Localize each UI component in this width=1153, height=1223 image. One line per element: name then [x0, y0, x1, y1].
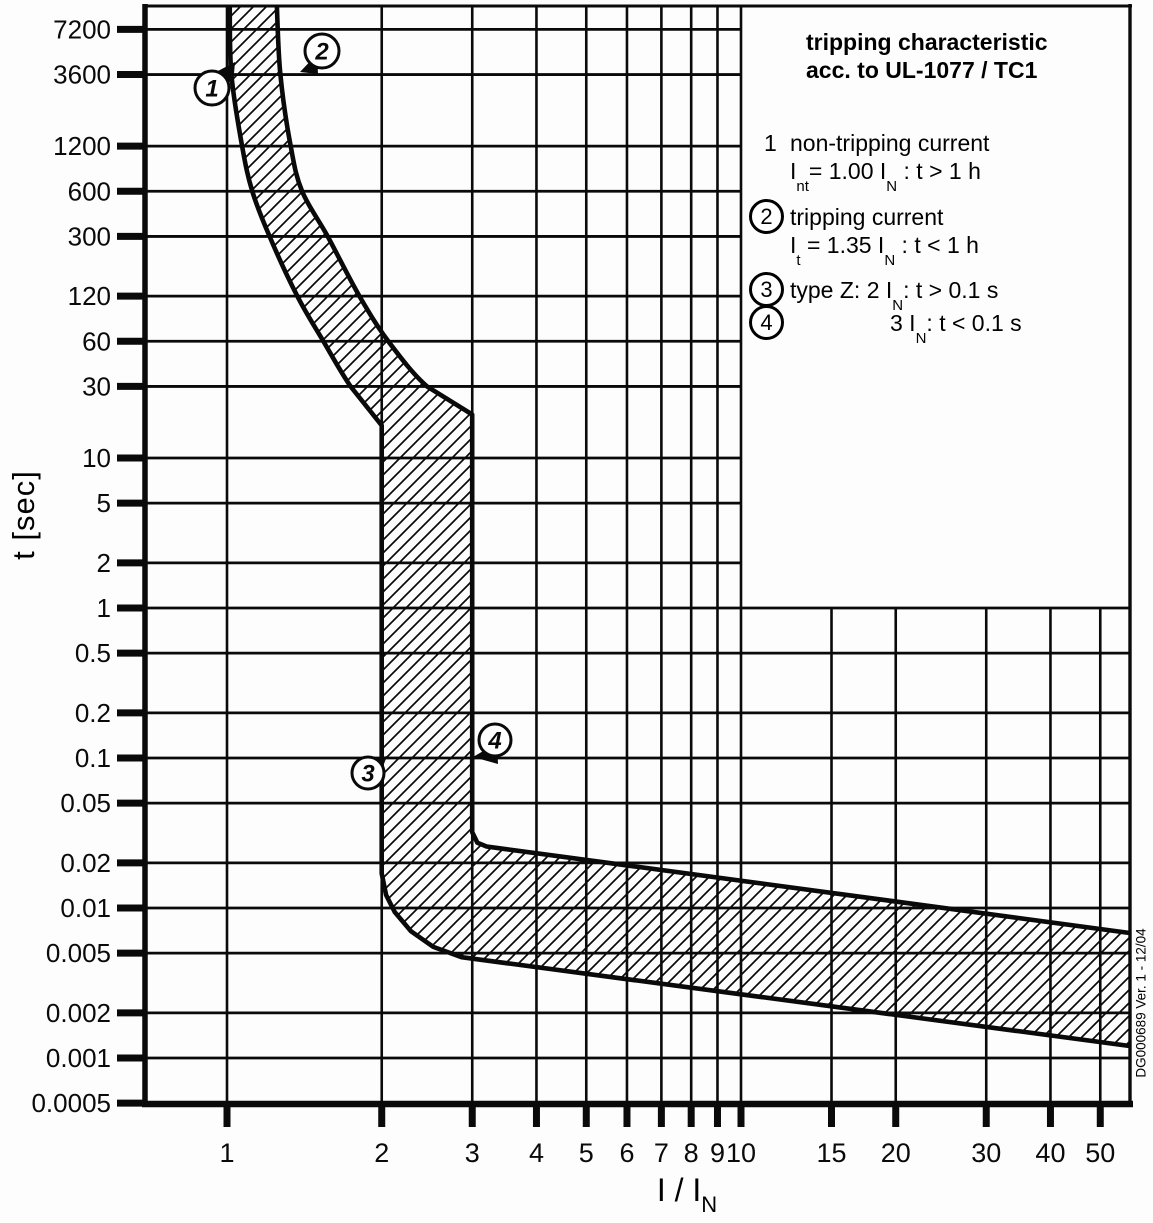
y-tick-label-0.0005: 0.0005 — [31, 1088, 111, 1119]
y-tick-label-0.1: 0.1 — [74, 743, 111, 773]
x-tick-label-15: 15 — [816, 1138, 847, 1168]
x-tick-label-6: 6 — [619, 1138, 635, 1168]
y-tick-label-0.02: 0.02 — [60, 847, 111, 878]
x-tick-label-4: 4 — [528, 1138, 544, 1168]
x-tick-label-9: 9 — [709, 1138, 725, 1168]
x-axis-title-main: I / I — [656, 1172, 702, 1208]
y-tick-label-0.01: 0.01 — [60, 893, 111, 923]
legend-item-2-line-2: $I_t = 1.35$ $I_N$ : t < 1 h — [790, 232, 979, 269]
y-tick-label-0.2: 0.2 — [74, 697, 111, 728]
legend-item-1-line-1: non-tripping current — [790, 130, 990, 156]
legend-item-3-line-1: type Z: 2 $I_N$: t > 0.1 s — [790, 277, 999, 314]
x-tick-label-7: 7 — [653, 1138, 669, 1168]
y-tick-label-10: 10 — [82, 443, 111, 473]
legend-marker-4: 4 — [749, 305, 784, 340]
legend-title — [806, 28, 1106, 84]
legend — [742, 6, 1131, 608]
x-tick-label-1: 1 — [219, 1138, 235, 1168]
y-tick-label-0.5: 0.5 — [74, 638, 111, 669]
y-tick-label-3600: 3600 — [53, 59, 111, 90]
y-tick-label-1200: 1200 — [53, 131, 111, 162]
legend-item-4-line-1: 3 $I_N$: t < 0.1 s — [890, 310, 1022, 347]
legend-marker-1: 1 — [764, 130, 777, 156]
y-tick-label-0.001: 0.001 — [45, 1043, 111, 1073]
legend-title-line-1: tripping characteristic — [806, 29, 1048, 55]
y-tick-label-0.005: 0.005 — [45, 938, 111, 969]
curve-marker-2 — [300, 34, 339, 74]
marker-number-2: 2 — [315, 38, 329, 66]
legend-marker-3: 3 — [749, 272, 784, 307]
legend-item-2-line-1: tripping current — [790, 204, 944, 230]
x-tick-label-20: 20 — [880, 1138, 911, 1168]
x-tick-label-2: 2 — [374, 1138, 390, 1168]
y-axis-title: t [sec] — [6, 470, 41, 560]
x-tick-label-50: 50 — [1085, 1138, 1116, 1168]
marker-number-1: 1 — [205, 75, 219, 103]
x-tick-label-30: 30 — [971, 1138, 1002, 1168]
y-tick-label-1: 1 — [96, 593, 111, 623]
x-tick-label-3: 3 — [464, 1138, 480, 1168]
document-number-watermark: DG000689 Ver. 1 - 12/04 — [1133, 928, 1149, 1078]
legend-marker-2: 2 — [749, 199, 784, 234]
x-axis-title-subscript: N — [701, 1192, 718, 1218]
x-tick-label-10: 10 — [725, 1138, 757, 1168]
y-tick-label-2: 2 — [96, 547, 111, 578]
x-tick-label-40: 40 — [1035, 1138, 1066, 1168]
marker-number-3: 3 — [361, 760, 375, 788]
y-tick-label-5: 5 — [96, 488, 111, 519]
y-tick-label-300: 300 — [67, 221, 111, 252]
x-tick-label-8: 8 — [683, 1138, 699, 1168]
x-axis-title — [656, 1172, 718, 1218]
y-tick-label-30: 30 — [82, 371, 111, 402]
marker-number-4: 4 — [488, 727, 502, 755]
legend-title-line-2: acc. to UL-1077 / TC1 — [806, 57, 1038, 83]
y-tick-label-60: 60 — [82, 326, 111, 357]
y-tick-label-7200: 7200 — [53, 14, 111, 45]
y-tick-label-600: 600 — [67, 176, 111, 207]
x-tick-label-5: 5 — [578, 1138, 594, 1168]
curve-marker-1 — [195, 62, 235, 105]
y-tick-label-0.05: 0.05 — [60, 788, 111, 819]
y-tick-label-120: 120 — [67, 281, 111, 312]
y-tick-label-0.002: 0.002 — [45, 997, 111, 1028]
legend-item-1-line-2: $I_{nt}= 1.00$ $I_N$ : t > 1 h — [790, 158, 981, 195]
